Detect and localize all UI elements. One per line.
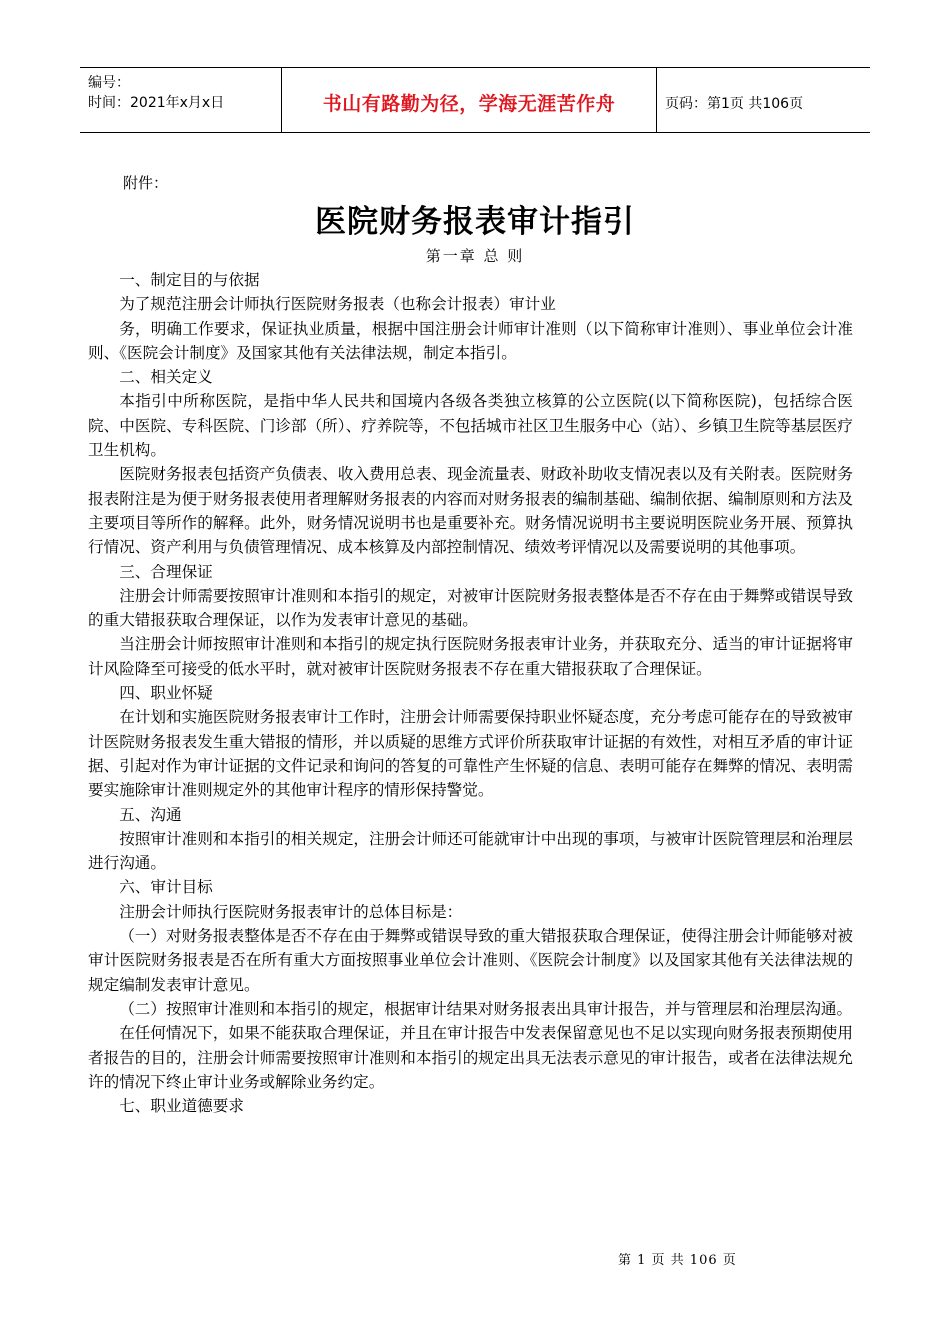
paragraph: 为了规范注册会计师执行医院财务报表（也称会计报表）审计业 [119, 295, 556, 314]
section-heading-5: 五、沟通 [119, 805, 182, 824]
paragraph: 务，明确工作要求，保证执业质量，根据中国注册会计师审计准则（以下简称审计准则）、事业单位会计准则、《医院会计制度》及国家其他有关法律法规，制定本指引。 [88, 319, 853, 362]
section-heading-3: 三、合理保证 [119, 562, 213, 581]
paragraph: 本指引中所称医院，是指中华人民共和国境内各级各类独立核算的公立医院(以下简称医院)，包括综合医院、中医院、专科医院、门诊部（所）、疗养院等，不包括城市社区卫生服务中心（站）、乡镇卫生院等基层医疗卫生机构。 [88, 392, 853, 460]
section-heading-1: 一、制定目的与依据 [119, 271, 260, 289]
page-footer: 第 1 页 共 106 页 [618, 1253, 737, 1268]
attachment-label: 附件： [123, 174, 169, 192]
header-left-cell [80, 68, 282, 132]
document-body [88, 268, 853, 1118]
section-heading-2: 二、相关定义 [119, 368, 213, 387]
header-motto: 书山有路勤为径，学海无涯苦作舟 [282, 68, 657, 132]
paragraph: 按照审计准则和本指引的相关规定，注册会计师还可能就审计中出现的事项，与被审计医院管理层和治理层进行沟通。 [88, 829, 853, 873]
paragraph: 注册会计师需要按照审计准则和本指引的规定，对被审计医院财务报表整体是否不存在由于舞弊或错误导致的重大错报获取合理保证，以作为发表审计意见的基础。 [88, 586, 853, 630]
paragraph: （一）对财务报表整体是否不存在由于舞弊或错误导致的重大错报获取合理保证，使得注册会计师能够对被审计医院财务报表是否在所有重大方面按照事业单位会计准则、《医院会计制度》以及国家其他有关法律法规的规定编制发表审计意见。 [88, 927, 853, 994]
document-number: 编号： [88, 75, 130, 91]
chapter-heading: 第一章 总 则 [425, 247, 525, 265]
paragraph: （二）按照审计准则和本指引的规定，根据审计结果对财务报表出具审计报告，并与管理层和治理层沟通。 [119, 999, 853, 1018]
page-title: 医院财务报表审计指引 [315, 204, 635, 240]
paragraph: 注册会计师执行医院财务报表审计的总体目标是： [119, 902, 463, 921]
section-heading-4: 四、职业怀疑 [119, 684, 213, 703]
header-page-info: 页码：第1页 共106页 [665, 96, 804, 112]
paragraph: 当注册会计师按照审计准则和本指引的规定执行医院财务报表审计业务，并获取充分、适当的审计证据将审计风险降至可接受的低水平时，就对被审计医院财务报表不存在重大错报获取了合理保证。 [88, 635, 853, 678]
document-header [80, 67, 870, 133]
section-heading-7: 七、职业道德要求 [119, 1097, 244, 1116]
paragraph: 在计划和实施医院财务报表审计工作时，注册会计师需要保持职业怀疑态度，充分考虑可能存在的导致被审计医院财务报表发生重大错报的情形，并以质疑的思维方式评价所获取审计证据的有效性，对相互矛盾的审计证据、引起对作为审计证据的文件记录和询问的答复的可靠性产生怀疑的信息、表明可能存在舞弊的情况、表明需要实施除审计准则规定外的其他审计程序的情形保持警觉。 [88, 708, 853, 800]
document-date: 时间：2021年x月x日 [88, 95, 225, 111]
section-heading-6: 六、审计目标 [119, 878, 213, 897]
paragraph: 在任何情况下，如果不能获取合理保证，并且在审计报告中发表保留意见也不足以实现向财务报表预期使用者报告的目的，注册会计师需要按照审计准则和本指引的规定出具无法表示意见的审计报告，或者在法律法规允许的情况下终止审计业务或解除业务约定。 [88, 1024, 853, 1091]
paragraph: 医院财务报表包括资产负债表、收入费用总表、现金流量表、财政补助收支情况表以及有关附表。医院财务报表附注是为便于财务报表使用者理解财务报表的内容而对财务报表的编制基础、编制依据、编制原则和方法及主要项目等所作的解释。此外，财务情况说明书也是重要补充。财务情况说明书主要说明医院业务开展、预算执行情况、资产利用与负债管理情况、成本核算及内部控制情况、绩效考评情况以及需要说明的其他事项。 [88, 465, 853, 557]
